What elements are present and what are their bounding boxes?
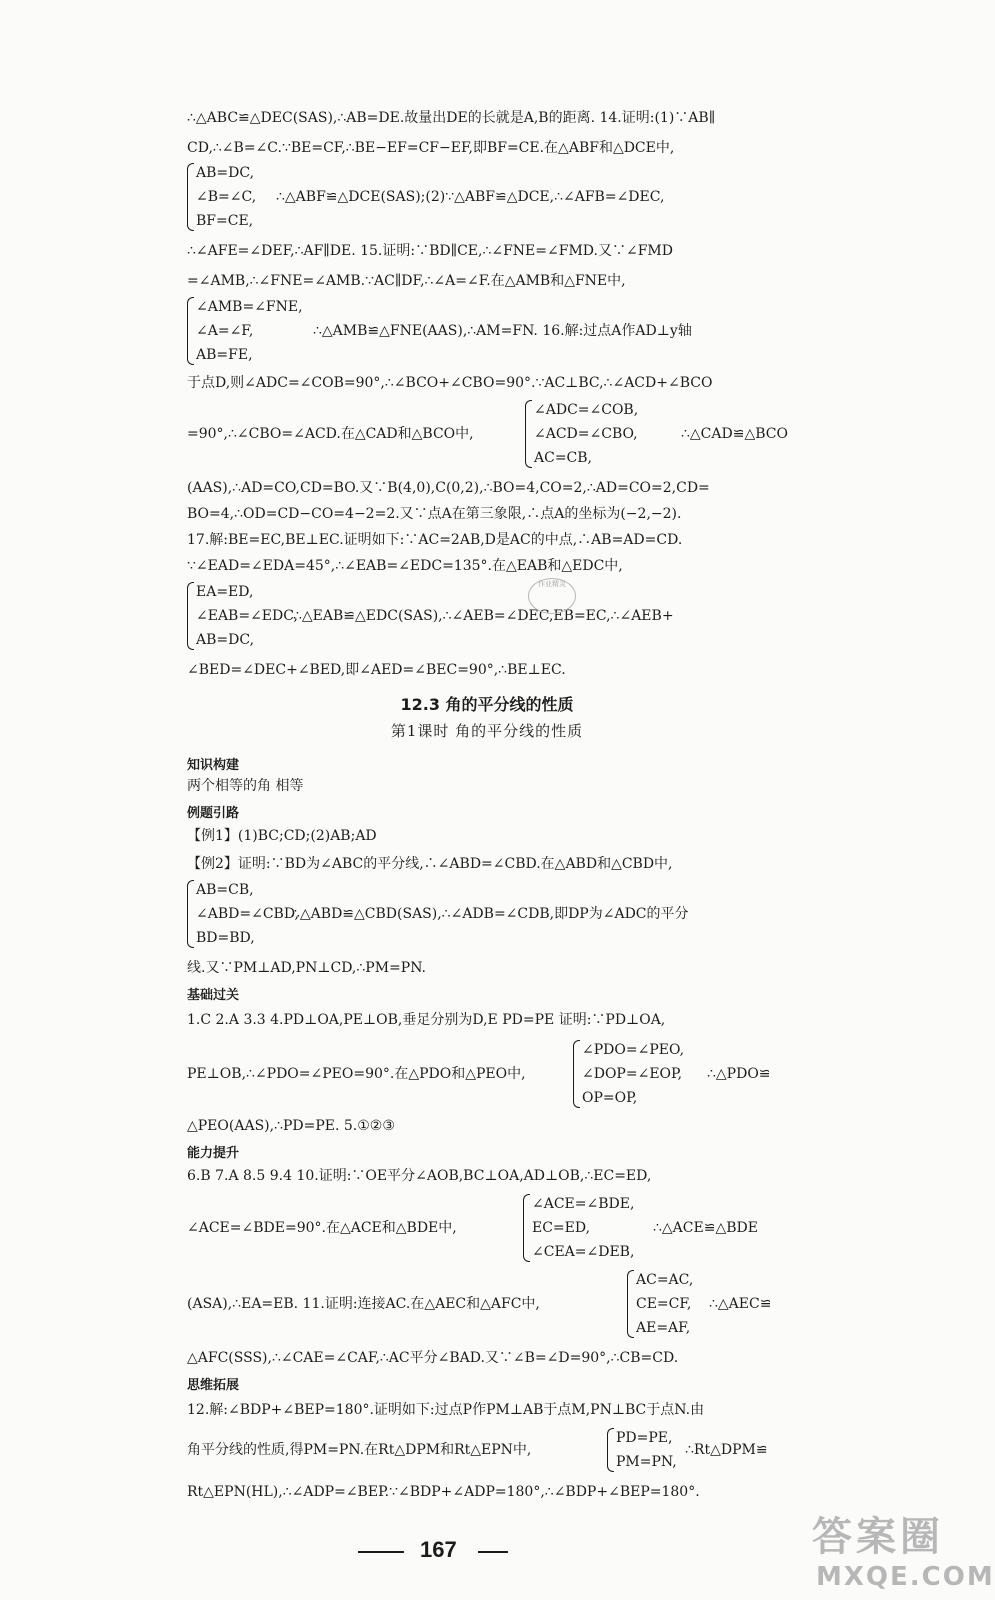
text-line: 两个相等的角 相等: [187, 778, 304, 794]
section-heading: 知识构建: [187, 758, 240, 773]
equation-system: ∠ACE=∠BDE=90°.在△ACE和△BDE中, ∠ACE=∠BDE, EC=ED, ∠CEA=∠DEB, ∴△ACE≌△BDE: [187, 1192, 634, 1264]
lesson-title: 第1课时 角的平分线的性质: [390, 722, 584, 740]
equation-system: PE⊥OB,∴∠PDO=∠PEO=90°.在△PDO和△PEO中, ∠PDO=∠PEO, ∠DOP=∠EOP, OP=OP, ∴△PDO≌: [187, 1038, 684, 1110]
text-line: 17.解:BE=EC,BE⊥EC.证明如下:∵AC=2AB,D是AC的中点,∴AB=AD=CD.: [187, 532, 683, 548]
text-line: ∴∠AFE=∠DEF,∴AF∥DE. 15.证明:∵BD∥CE,∴∠FNE=∠FMD.又∵∠FMD: [187, 243, 673, 259]
equation-system: 角平分线的性质,得PM=PN.在Rt△DPM和Rt△EPN中, PD=PE, PM=PN, ∴Rt△DPM≌: [187, 1426, 677, 1474]
text-line: 12.解:∠BDP+∠BEP=180°.证明如下:过点P作PM⊥AB于点M,PN⊥BC于点N.由: [187, 1402, 705, 1418]
page-number-dash: [358, 1551, 404, 1553]
section-heading: 能力提升: [187, 1146, 240, 1161]
stamp-seal: 作业精灵: [528, 578, 576, 614]
text-line: △AFC(SSS),∴∠CAE=∠CAF,∴AC平分∠BAD.又∵∠B=∠D=90°,∴CB=CD.: [187, 1350, 679, 1366]
equation-system: =90°,∴∠CBO=∠ACD.在△CAD和△BCO中, ∠ADC=∠COB, ∠ACD=∠CBO, AC=CB, ∴△CAD≌△BCO: [187, 398, 638, 470]
text-line: 6.B 7.A 8.5 9.4 10.证明:∵OE平分∠AOB,BC⊥OA,AD⊥OB,∴EC=ED,: [187, 1168, 652, 1184]
text-line: ∵∠EAD=∠EDA=45°,∴∠EAB=∠EDC=135°.在△EAB和△EDC中,: [187, 558, 623, 574]
equation-system: AB=CB, ∠ABD=∠CBD, BD=BD, ∴△ABD≌△CBD(SAS),∴∠ADB=∠CDB,即DP为∠ADC的平分: [187, 878, 299, 950]
equation-system: (ASA),∴EA=EB. 11.证明:连接AC.在△AEC和△AFC中, AC=AC, CE=CF, AE=AF, ∴△AEC≌: [187, 1268, 693, 1340]
text-line: BO=4,∴OD=CD−CO=4−2=2.又∵点A在第三象限,∴点A的坐标为(−2,−2).: [187, 506, 682, 522]
text-line: 【例1】(1)BC;CD;(2)AB;AD: [187, 828, 377, 844]
section-heading: 思维拓展: [187, 1378, 240, 1393]
section-heading: 基础过关: [187, 988, 240, 1003]
text-line: 1.C 2.A 3.3 4.PD⊥OA,PE⊥OB,垂足分别为D,E PD=PE 证明:∵PD⊥OA,: [187, 1012, 666, 1028]
text-line: 【例2】证明:∵BD为∠ABC的平分线,∴∠ABD=∠CBD.在△ABD和△CBD中,: [187, 856, 673, 872]
watermark-logo: 答案圈 MXQE.COM: [812, 1514, 995, 1592]
text-line: 线.又∵PM⊥AD,PN⊥CD,∴PM=PN.: [187, 960, 426, 976]
text-line: 于点D,则∠ADC=∠COB=90°,∴∠BCO+∠CBO=90°.∵AC⊥BC,∴∠ACD+∠BCO: [187, 375, 713, 391]
text-line: CD,∴∠B=∠C.∵BE=CF,∴BE−EF=CF−EF,即BF=CE.在△ABF和△DCE中,: [187, 140, 675, 156]
text-line: △PEO(AAS),∴PD=PE. 5.①②③: [187, 1118, 395, 1134]
text-line: ∠BED=∠DEC+∠BED,即∠AED=∠BEC=90°,∴BE⊥EC.: [187, 662, 566, 678]
section-heading: 例题引路: [187, 806, 240, 821]
text-line: =∠AMB,∴∠FNE=∠AMB.∵AC∥DF,∴∠A=∠F.在△AMB和△FNE中,: [187, 273, 626, 289]
equation-system: AB=DC, ∠B=∠C, BF=CE, ∴△ABF≌△DCE(SAS);(2)∵△ABF≌△DCE,∴∠AFB=∠DEC,: [187, 161, 256, 233]
equation-system: EA=ED, ∠EAB=∠EDC, AB=DC, ∴△EAB≌△EDC(SAS),∴∠AEB=∠DEC,EB=EC,∴∠AEB+: [187, 580, 298, 652]
section-title: 12.3 角的平分线的性质: [400, 695, 574, 714]
text-line: (AAS),∴AD=CO,CD=BO.又∵B(4,0),C(0,2),∴BO=4,CO=2,∴AD=CO=2,CD=: [187, 480, 710, 496]
equation-system: ∠AMB=∠FNE, ∠A=∠F, AB=FE, ∴△AMB≌△FNE(AAS),∴AM=FN. 16.解:过点A作AD⊥y轴: [187, 295, 303, 367]
text-line: ∴△ABC≌△DEC(SAS),∴AB=DE.故量出DE的长就是A,B的距离. 14.证明:(1)∵AB∥: [187, 110, 716, 126]
page-number: 167: [420, 1537, 457, 1562]
text-line: Rt△EPN(HL),∴∠ADP=∠BEP.∵∠BDP+∠ADP=180°,∴∠BDP+∠BEP=180°.: [187, 1484, 700, 1500]
page-number-dash: [478, 1551, 508, 1553]
